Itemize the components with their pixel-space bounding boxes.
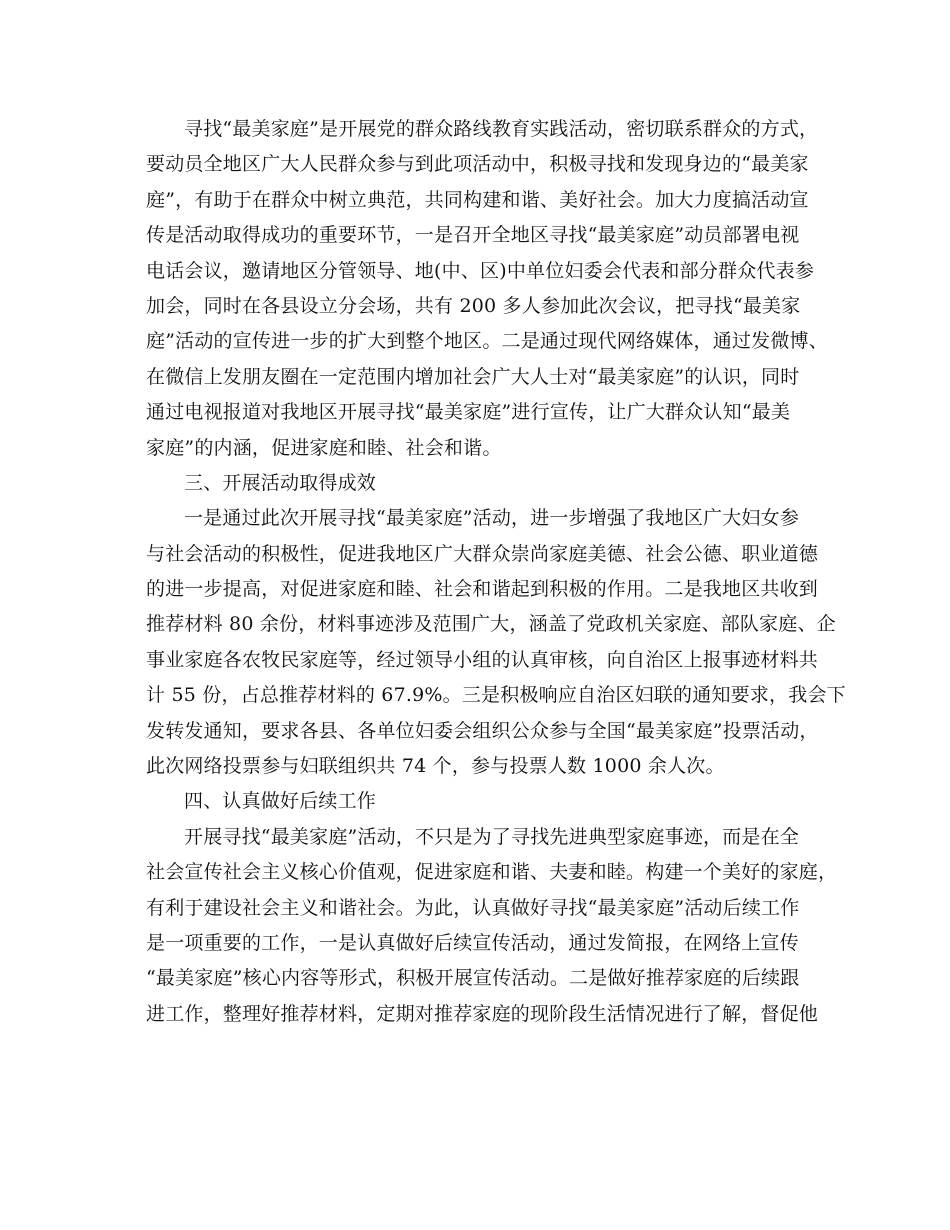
paragraph-line: 发转发通知，要求各县、各单位妇委会组织公众参与全国“最美家庭”投票活动， bbox=[146, 719, 819, 742]
paragraph-line: 寻找“最美家庭”是开展党的群众路线教育实践活动，密切联系群众的方式， bbox=[184, 118, 819, 140]
paragraph-line: 推荐材料 80 余份，材料事迹涉及范围广大，涵盖了党政机关家庭、部队家庭、企 bbox=[146, 613, 836, 636]
paragraph-line: 是一项重要的工作，一是认真做好后续宣传活动，通过发简报，在网络上宣传 bbox=[146, 931, 799, 954]
paragraph-line: 的进一步提高，对促进家庭和睦、社会和谐起到积极的作用。二是我地区共收到 bbox=[146, 578, 819, 601]
paragraph-line: “最美家庭”核心内容等形式，积极开展宣传活动。二是做好推荐家庭的后续跟 bbox=[146, 967, 800, 990]
section-heading: 三、开展活动取得成效 bbox=[184, 471, 377, 494]
paragraph-line: 通过电视报道对我地区开展寻找“最美家庭”进行宣传，让广大群众认知“最美 bbox=[146, 401, 791, 424]
paragraph-line: 家庭”的内涵，促进家庭和睦、社会和谐。 bbox=[146, 436, 502, 459]
paragraph-line: 庭”活动的宣传进一步的扩大到整个地区。二是通过现代网络媒体，通过发微博、 bbox=[146, 330, 828, 353]
paragraph-line: 计 55 份，占总推荐材料的 67.9%。三是积极响应自治区妇联的通知要求，我会下 bbox=[146, 684, 846, 707]
paragraph-line: 社会宣传社会主义核心价值观，促进家庭和谐、夫妻和睦。构建一个美好的家庭， bbox=[146, 861, 838, 884]
document-body bbox=[146, 112, 846, 1032]
paragraph-line: 进工作，整理好推荐材料，定期对推荐家庭的现阶段生活情况进行了解，督促他 bbox=[146, 1002, 819, 1025]
paragraph-line: 一是通过此次开展寻找“最美家庭”活动，进一步增强了我地区广大妇女参 bbox=[184, 507, 800, 530]
paragraph-line: 在微信上发朋友圈在一定范围内增加社会广大人士对“最美家庭”的认识，同时 bbox=[146, 365, 800, 388]
paragraph-line: 传是活动取得成功的重要环节，一是召开全地区寻找“最美家庭”动员部署电视 bbox=[146, 224, 800, 247]
paragraph-line: 电话会议，邀请地区分管领导、地(中、区)中单位妇委会代表和部分群众代表参 bbox=[146, 259, 815, 282]
paragraph-line: 与社会活动的积极性，促进我地区广大群众崇尚家庭美德、社会公德、职业道德 bbox=[146, 542, 819, 565]
paragraph-line: 此次网络投票参与妇联组织共 74 个，参与投票人数 1000 余人次。 bbox=[146, 755, 725, 778]
section-heading: 四、认真做好后续工作 bbox=[184, 790, 377, 813]
paragraph-line: 加会，同时在各县设立分会场，共有 200 多人参加此次会议，把寻找“最美家 bbox=[146, 294, 801, 317]
paragraph-line: 事业家庭各农牧民家庭等，经过领导小组的认真审核，向自治区上报事迹材料共 bbox=[146, 648, 819, 671]
paragraph-line: 要动员全地区广大人民群众参与到此项活动中，积极寻找和发现身边的“最美家 bbox=[146, 153, 809, 176]
paragraph-line: 开展寻找“最美家庭”活动，不只是为了寻找先进典型家庭事迹，而是在全 bbox=[184, 825, 800, 848]
paragraph-line: 庭”，有助于在群众中树立典范，共同构建和谐、美好社会。加大力度搞活动宣 bbox=[146, 188, 809, 211]
paragraph-line: 有利于建设社会主义和谐社会。为此，认真做好寻找“最美家庭”活动后续工作 bbox=[146, 896, 800, 919]
